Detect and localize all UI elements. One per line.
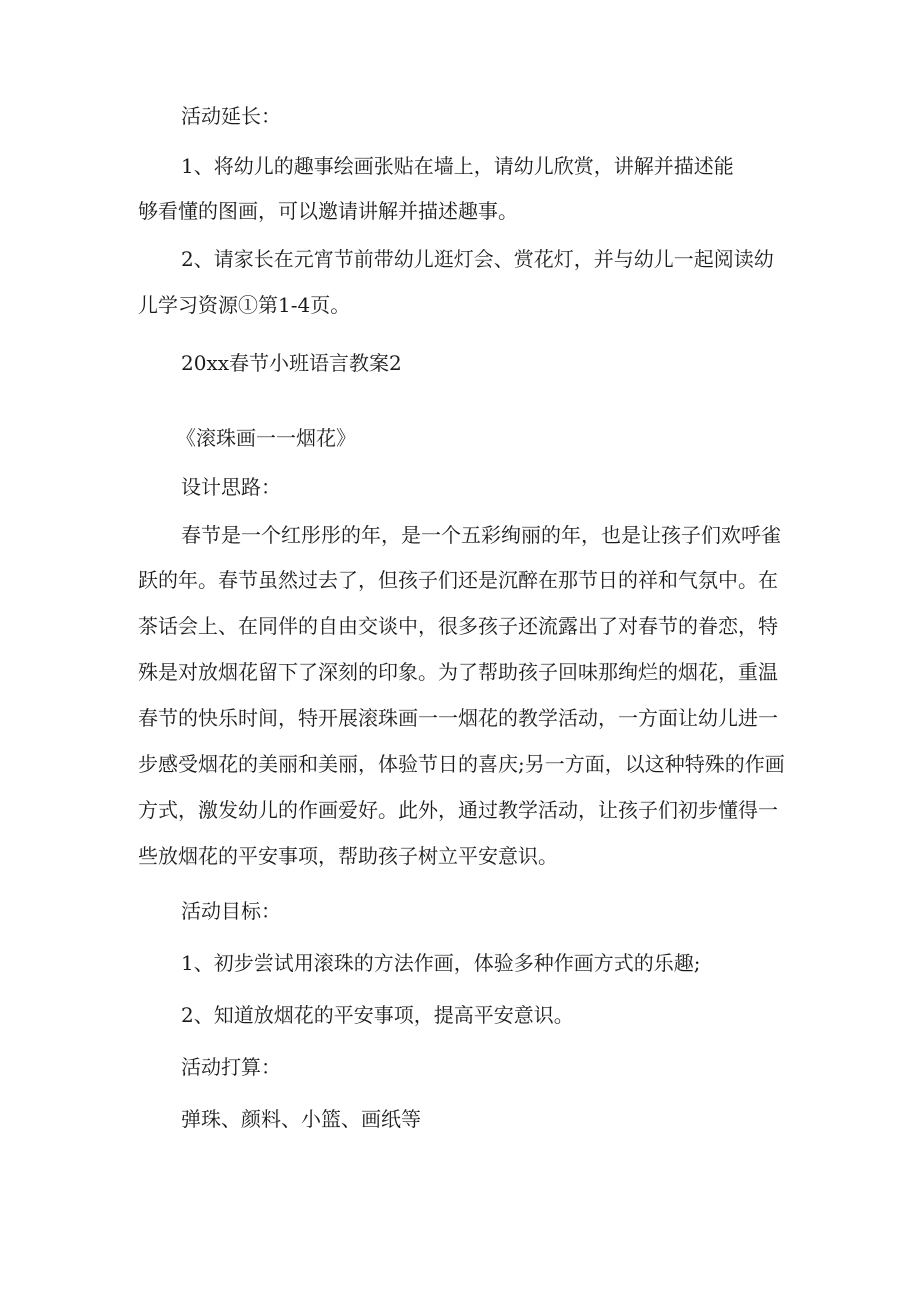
design-paragraph-line: 殊是对放烟花留下了深刻的印象。为了帮助孩子回味那绚烂的烟花，重温 bbox=[138, 660, 778, 684]
extension-item-1-line-2: 够看懂的图画，可以邀请讲解并描述趣事。 bbox=[138, 199, 518, 223]
design-paragraph-line: 春节的快乐时间，特开展滚珠画一一烟花的教学活动，一方面让幼儿进一 bbox=[138, 706, 778, 730]
prep-heading: 活动打算： bbox=[181, 1055, 281, 1079]
extension-item-2-line-1: 2、请家长在元宵节前带幼儿逛灯会、赏花灯，并与幼儿一起阅读幼 bbox=[181, 247, 774, 271]
goals-heading: 活动目标： bbox=[181, 899, 281, 923]
section-heading-extension: 活动延长： bbox=[181, 104, 281, 128]
design-paragraph-line: 方式，激发幼儿的作画爱好。此外，通过教学活动，让孩子们初步懂得一 bbox=[138, 798, 778, 822]
lesson-plan-title: 20xx春节小班语言教案2 bbox=[181, 351, 402, 375]
extension-item-2-line-2: 儿学习资源①第1-4页。 bbox=[138, 293, 351, 317]
extension-item-1-line-1: 1、将幼儿的趣事绘画张贴在墙上，请幼儿欣赏，讲解并描述能 bbox=[181, 154, 734, 178]
design-heading: 设计思路： bbox=[181, 475, 281, 499]
goal-item-2: 2、知道放烟花的平安事项，提高平安意识。 bbox=[181, 1003, 574, 1027]
goal-item-1: 1、初步尝试用滚珠的方法作画，体验多种作画方式的乐趣; bbox=[181, 951, 701, 975]
design-paragraph-line: 跃的年。春节虽然过去了，但孩子们还是沉醉在那节日的祥和气氛中。在 bbox=[138, 568, 778, 592]
design-paragraph-line: 些放烟花的平安事项，帮助孩子树立平安意识。 bbox=[138, 844, 558, 868]
design-paragraph-line: 春节是一个红彤彤的年，是一个五彩绚丽的年，也是让孩子们欢呼雀 bbox=[181, 523, 781, 547]
lesson-title: 《滚珠画一一烟花》 bbox=[176, 426, 356, 450]
design-paragraph-line: 茶话会上、在同伴的自由交谈中，很多孩子还流露出了对春节的眷恋，特 bbox=[138, 614, 778, 638]
prep-items: 弹珠、颜料、小篮、画纸等 bbox=[181, 1107, 421, 1131]
design-paragraph-line: 步感受烟花的美丽和美丽，体验节日的喜庆;另一方面，以这种特殊的作画 bbox=[138, 752, 785, 776]
